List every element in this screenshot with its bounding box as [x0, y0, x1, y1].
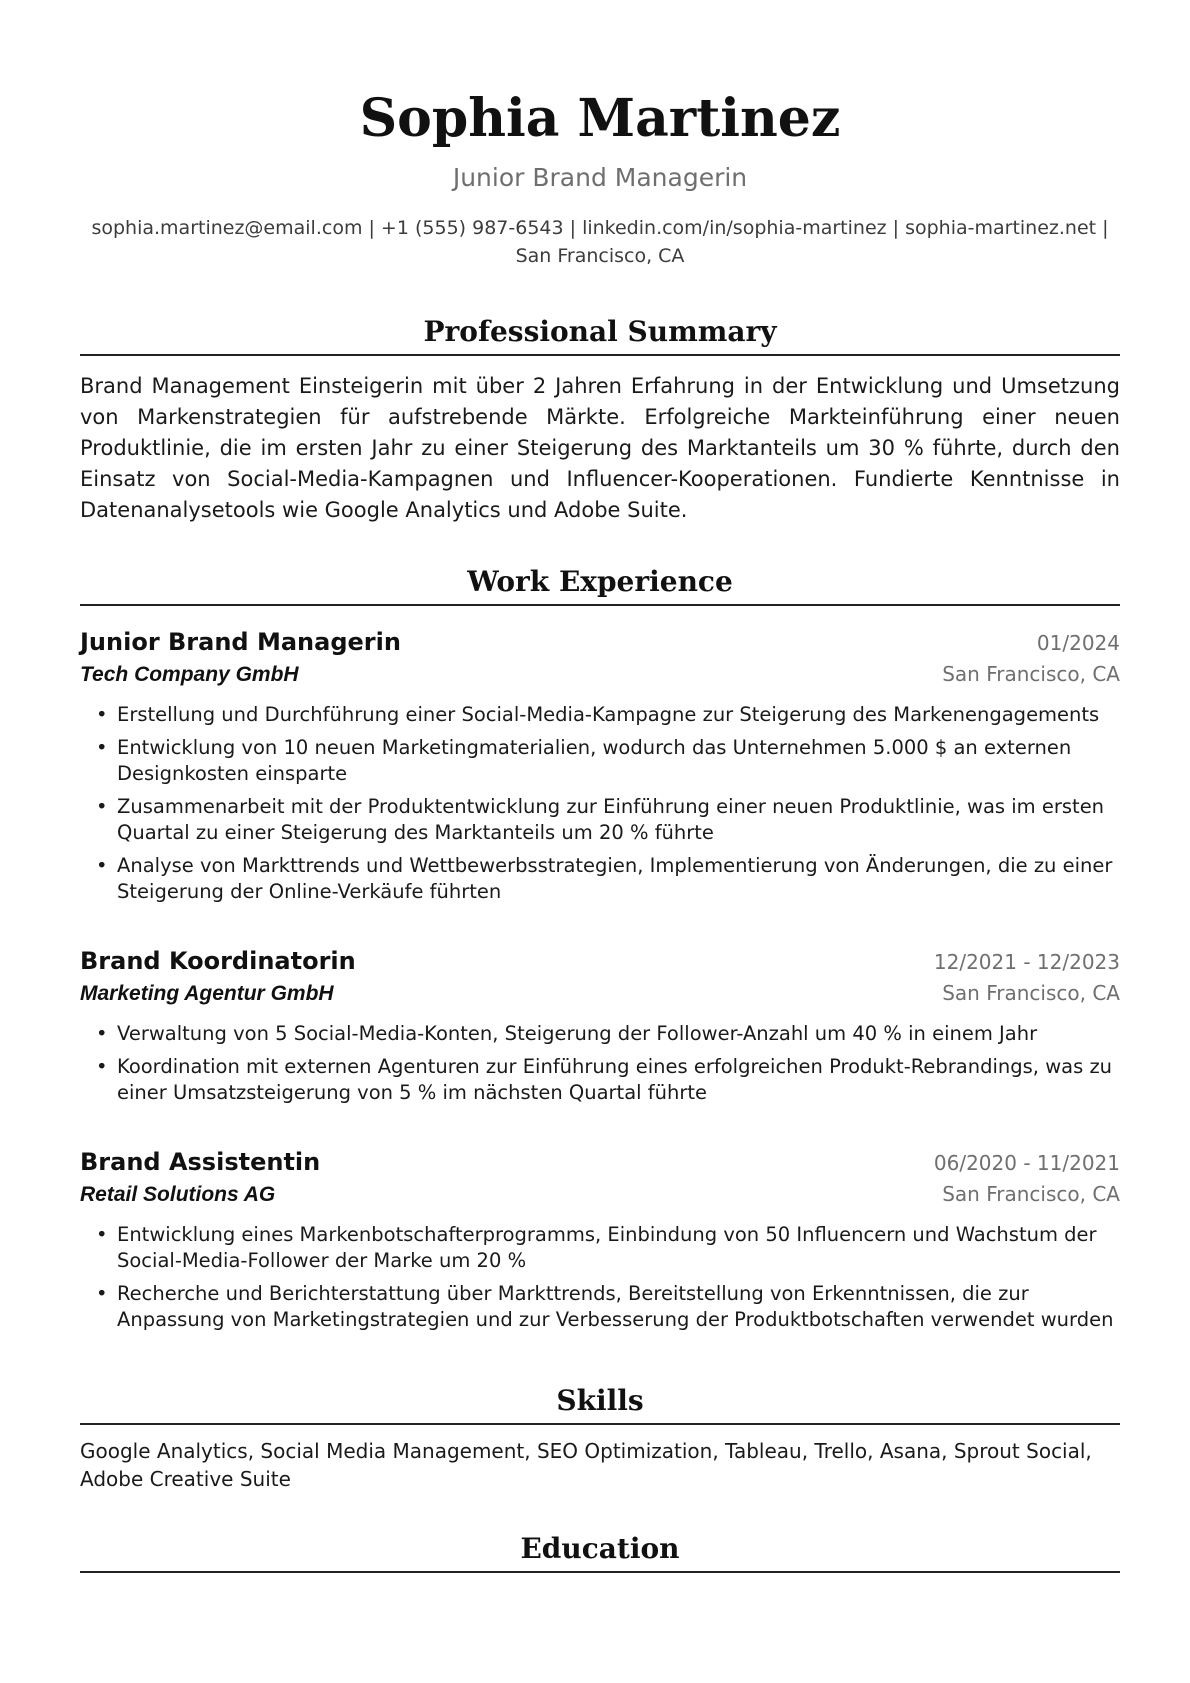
job-entry	[80, 945, 1120, 1106]
job-bullet	[80, 853, 1120, 905]
job-bullet	[80, 1054, 1120, 1106]
skills-text: Google Analytics, Social Media Management, SEO Optimization, Tableau, Trello, Asana, Sprout Social, Adobe Creative Suite	[80, 1439, 1092, 1491]
contact-line: sophia.martinez@email.com | +1 (555) 987-6543 | linkedin.com/in/sophia-martinez | sophia-martinez.net | San Francisco, CA	[91, 217, 1109, 267]
summary-heading: Professional Summary	[80, 314, 1120, 356]
education-section	[80, 1531, 1120, 1573]
resume-content	[80, 0, 1120, 1573]
skills-section	[80, 1383, 1120, 1493]
job-bullet	[80, 1281, 1120, 1333]
job-title: Junior Brand Managerin	[80, 628, 401, 656]
job-bullet-list	[80, 702, 1120, 905]
job-company: Tech Company GmbH	[80, 663, 299, 686]
job-bullet	[80, 702, 1120, 728]
job-title: Brand Koordinatorin	[80, 947, 356, 975]
summary-section	[80, 314, 1120, 526]
summary-text: Brand Management Einsteigerin mit über 2 Jahren Erfahrung in der Entwicklung und Umsetzung von Markenstrategien für aufstrebende Märkte. Erfolgreiche Markteinführung einer neuen Produktlinie, die im ersten Jahr zu einer Steigerung des Marktanteils um 30 % führte, durch den Einsatz von Social-Media-Kampagnen und Influencer-Kooperationen. Fundierte Kenntnisse in Datenanalysetools wie Google Analytics und Adobe Suite.	[80, 374, 1120, 522]
job-bullet	[80, 1222, 1120, 1274]
candidate-title: Junior Brand Managerin	[452, 163, 748, 192]
job-entry	[80, 626, 1120, 905]
bullet-icon: •	[96, 1223, 108, 1246]
bullet-text: Erstellung und Durchführung einer Social-Media-Kampagne zur Steigerung des Markenengagements	[117, 703, 1100, 726]
job-bullet	[80, 735, 1120, 787]
bullet-text: Koordination mit externen Agenturen zur Einführung eines erfolgreichen Produkt-Rebrandings, was zu einer Umsatzsteigerung von 5 % im nächsten Quartal führte	[117, 1055, 1113, 1104]
job-location: San Francisco, CA	[942, 981, 1120, 1005]
bullet-icon: •	[96, 854, 108, 877]
candidate-name: Sophia Martinez	[359, 88, 841, 149]
job-bullet	[80, 794, 1120, 846]
bullet-text: Zusammenarbeit mit der Produktentwicklung zur Einführung einer neuen Produktlinie, was im ersten Quartal zu einer Steigerung des Marktanteils um 20 % führte	[117, 795, 1105, 844]
bullet-icon: •	[96, 1022, 108, 1045]
job-location: San Francisco, CA	[942, 662, 1120, 686]
work-experience-heading: Work Experience	[80, 564, 1120, 606]
bullet-icon: •	[96, 1282, 108, 1305]
bullet-text: Verwaltung von 5 Social-Media-Konten, Steigerung der Follower-Anzahl um 40 % in einem Jahr	[117, 1022, 1038, 1045]
bullet-icon: •	[96, 736, 108, 759]
job-company: Retail Solutions AG	[80, 1183, 276, 1206]
job-bullet-list	[80, 1222, 1120, 1333]
job-bullet-list	[80, 1021, 1120, 1106]
job-date: 06/2020 - 11/2021	[933, 1151, 1120, 1175]
bullet-text: Entwicklung von 10 neuen Marketingmaterialien, wodurch das Unternehmen 5.000 $ an externen Designkosten einsparte	[117, 736, 1072, 785]
job-location: San Francisco, CA	[942, 1182, 1120, 1206]
bullet-text: Analyse von Markttrends und Wettbewerbsstrategien, Implementierung von Änderungen, die zu einer Steigerung der Online-Verkäufe führten	[117, 854, 1113, 903]
bullet-text: Recherche und Berichterstattung über Markttrends, Bereitstellung von Erkenntnissen, die zur Anpassung von Marketingstrategien und zur Verbesserung der Produktbotschaften verwendet wurden	[117, 1282, 1114, 1331]
bullet-icon: •	[96, 1055, 108, 1078]
job-date: 01/2024	[1036, 631, 1120, 655]
bullet-text: Entwicklung eines Markenbotschafterprogramms, Einbindung von 50 Influencern und Wachstum der Social-Media-Follower der Marke um 20 %	[117, 1223, 1097, 1272]
job-title: Brand Assistentin	[80, 1148, 321, 1176]
skills-heading: Skills	[80, 1383, 1120, 1425]
job-date: 12/2021 - 12/2023	[933, 950, 1120, 974]
work-experience-section	[80, 564, 1120, 1333]
education-heading: Education	[80, 1531, 1120, 1573]
job-company: Marketing Agentur GmbH	[80, 982, 334, 1005]
bullet-icon: •	[96, 703, 108, 726]
bullet-icon: •	[96, 795, 108, 818]
job-entry	[80, 1146, 1120, 1333]
job-bullet	[80, 1021, 1120, 1047]
